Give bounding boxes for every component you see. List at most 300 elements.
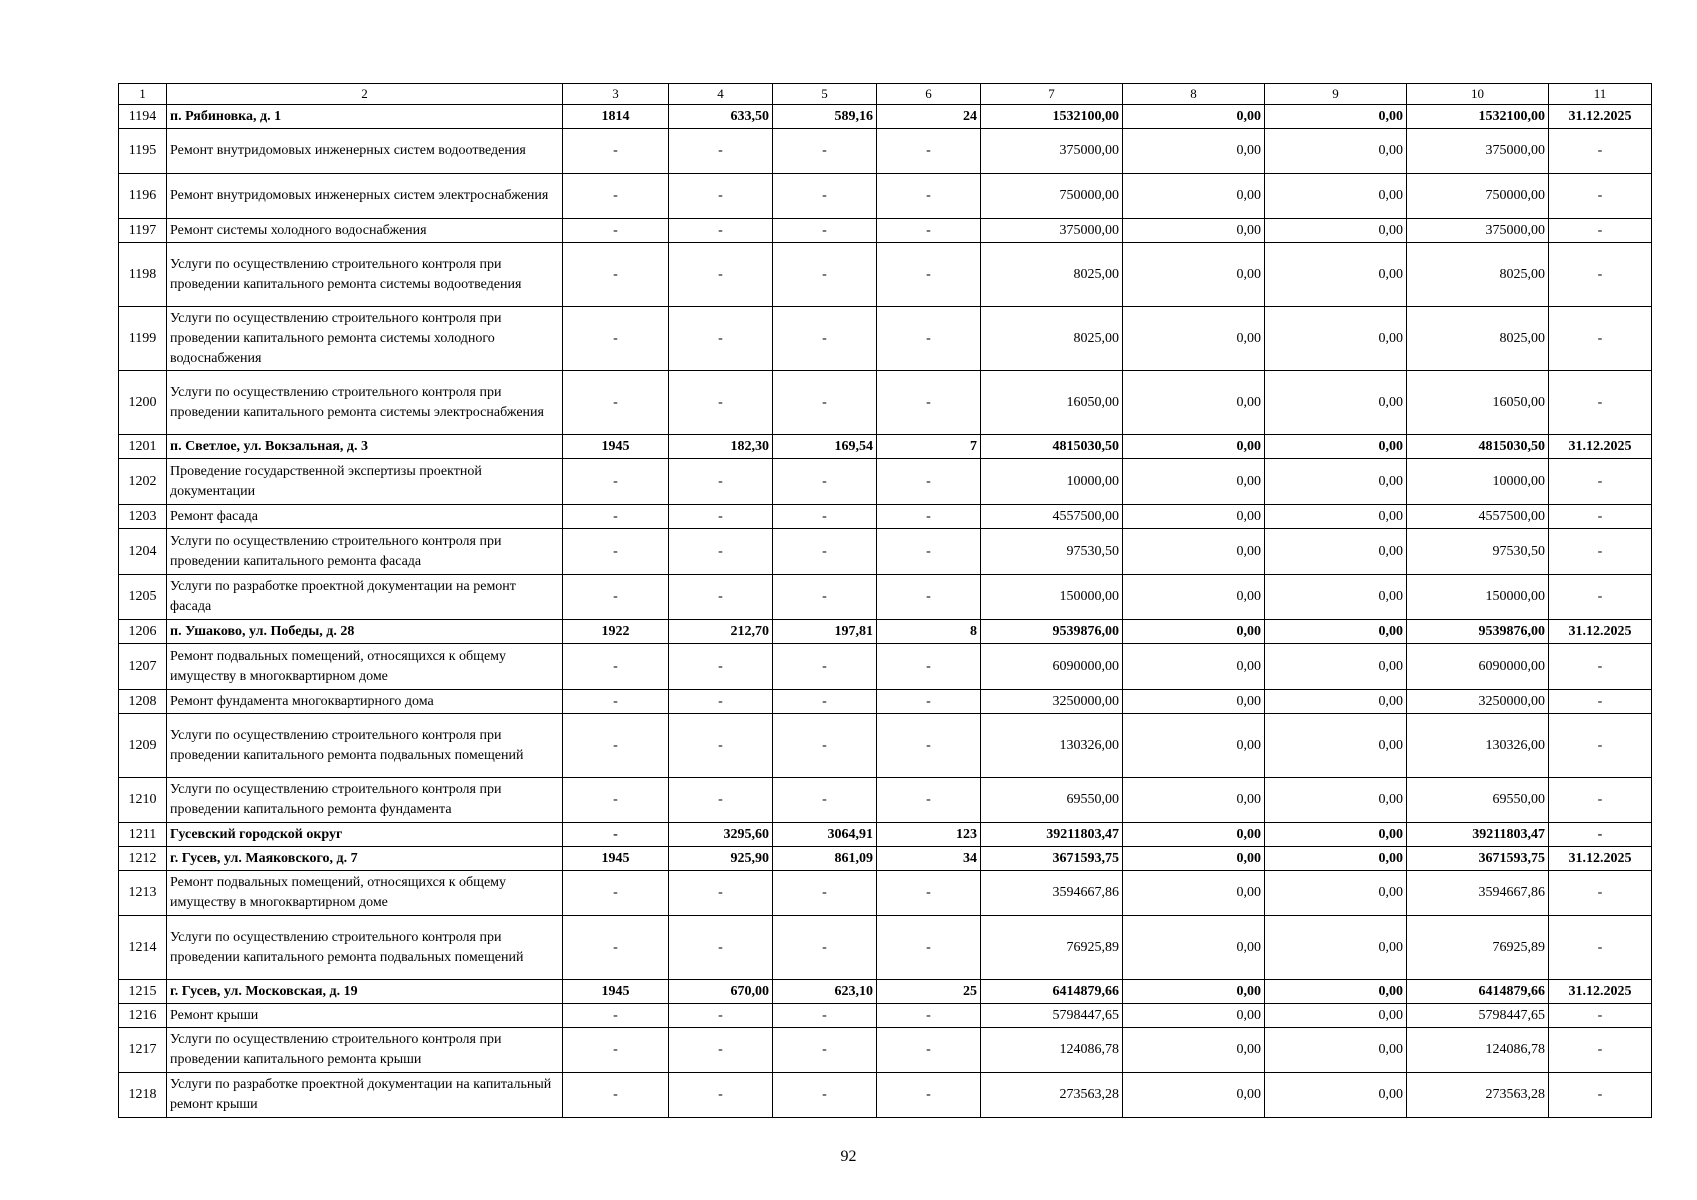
fund-support-cell: 0,00 bbox=[1123, 529, 1265, 575]
budget-funds-cell: 0,00 bbox=[1265, 644, 1407, 690]
build-year-cell: - bbox=[563, 371, 669, 435]
residents-count-cell: - bbox=[877, 529, 981, 575]
owners-funds-cell: 76925,89 bbox=[1407, 916, 1549, 980]
total-cost-cell: 1532100,00 bbox=[981, 105, 1123, 129]
total-area-cell: - bbox=[669, 1073, 773, 1118]
completion-date-cell: - bbox=[1549, 916, 1652, 980]
item-name-cell: Ремонт подвальных помещений, относящихся к общему имуществу в многоквартирном доме bbox=[167, 644, 563, 690]
budget-funds-cell: 0,00 bbox=[1265, 307, 1407, 371]
budget-funds-cell: 0,00 bbox=[1265, 778, 1407, 823]
total-cost-cell: 97530,50 bbox=[981, 529, 1123, 575]
table-row bbox=[119, 219, 1652, 243]
fund-support-cell: 0,00 bbox=[1123, 823, 1265, 847]
budget-funds-cell: 0,00 bbox=[1265, 714, 1407, 778]
build-year-cell: 1922 bbox=[563, 620, 669, 644]
living-area-cell: - bbox=[773, 243, 877, 307]
residents-count-cell: - bbox=[877, 174, 981, 219]
budget-funds-cell: 0,00 bbox=[1265, 980, 1407, 1004]
total-cost-cell: 375000,00 bbox=[981, 219, 1123, 243]
table-row bbox=[119, 644, 1652, 690]
fund-support-cell: 0,00 bbox=[1123, 105, 1265, 129]
column-number: 2 bbox=[167, 84, 563, 105]
owners-funds-cell: 8025,00 bbox=[1407, 307, 1549, 371]
build-year-cell: - bbox=[563, 823, 669, 847]
living-area-cell: - bbox=[773, 174, 877, 219]
owners-funds-cell: 3250000,00 bbox=[1407, 690, 1549, 714]
budget-funds-cell: 0,00 bbox=[1265, 459, 1407, 505]
living-area-cell: 589,16 bbox=[773, 105, 877, 129]
build-year-cell: - bbox=[563, 459, 669, 505]
completion-date-cell: 31.12.2025 bbox=[1549, 435, 1652, 459]
row-number-cell: 1201 bbox=[119, 435, 167, 459]
owners-funds-cell: 97530,50 bbox=[1407, 529, 1549, 575]
item-name-cell: Услуги по разработке проектной документации на ремонт фасада bbox=[167, 575, 563, 620]
item-name-cell: Услуги по осуществлению строительного контроля при проведении капитального ремонта крыши bbox=[167, 1028, 563, 1073]
table-row bbox=[119, 1028, 1652, 1073]
residents-count-cell: - bbox=[877, 505, 981, 529]
row-number-cell: 1205 bbox=[119, 575, 167, 620]
owners-funds-cell: 5798447,65 bbox=[1407, 1004, 1549, 1028]
residents-count-cell: 25 bbox=[877, 980, 981, 1004]
total-cost-cell: 130326,00 bbox=[981, 714, 1123, 778]
budget-funds-cell: 0,00 bbox=[1265, 435, 1407, 459]
table-row bbox=[119, 714, 1652, 778]
budget-funds-cell: 0,00 bbox=[1265, 1028, 1407, 1073]
total-area-cell: 633,50 bbox=[669, 105, 773, 129]
completion-date-cell: - bbox=[1549, 243, 1652, 307]
build-year-cell: - bbox=[563, 219, 669, 243]
item-name-cell: Гусевский городской округ bbox=[167, 823, 563, 847]
table-row bbox=[119, 129, 1652, 174]
living-area-cell: 197,81 bbox=[773, 620, 877, 644]
build-year-cell: - bbox=[563, 307, 669, 371]
living-area-cell: - bbox=[773, 714, 877, 778]
item-name-cell: п. Рябиновка, д. 1 bbox=[167, 105, 563, 129]
row-number-cell: 1200 bbox=[119, 371, 167, 435]
table-row bbox=[119, 174, 1652, 219]
budget-funds-cell: 0,00 bbox=[1265, 371, 1407, 435]
total-cost-cell: 39211803,47 bbox=[981, 823, 1123, 847]
table-row bbox=[119, 575, 1652, 620]
budget-funds-cell: 0,00 bbox=[1265, 871, 1407, 916]
living-area-cell: - bbox=[773, 778, 877, 823]
residents-count-cell: - bbox=[877, 714, 981, 778]
completion-date-cell: - bbox=[1549, 1004, 1652, 1028]
budget-funds-cell: 0,00 bbox=[1265, 847, 1407, 871]
completion-date-cell: - bbox=[1549, 871, 1652, 916]
budget-funds-cell: 0,00 bbox=[1265, 916, 1407, 980]
item-name-cell: Ремонт фасада bbox=[167, 505, 563, 529]
completion-date-cell: - bbox=[1549, 575, 1652, 620]
completion-date-cell: - bbox=[1549, 1028, 1652, 1073]
total-cost-cell: 4557500,00 bbox=[981, 505, 1123, 529]
residents-count-cell: - bbox=[877, 871, 981, 916]
residents-count-cell: 34 bbox=[877, 847, 981, 871]
residents-count-cell: - bbox=[877, 129, 981, 174]
total-area-cell: - bbox=[669, 916, 773, 980]
living-area-cell: - bbox=[773, 219, 877, 243]
column-number-row bbox=[119, 84, 1652, 105]
item-name-cell: Услуги по осуществлению строительного контроля при проведении капитального ремонта фундамента bbox=[167, 778, 563, 823]
residents-count-cell: - bbox=[877, 916, 981, 980]
total-area-cell: 212,70 bbox=[669, 620, 773, 644]
completion-date-cell: - bbox=[1549, 505, 1652, 529]
item-name-cell: Ремонт внутридомовых инженерных систем электроснабжения bbox=[167, 174, 563, 219]
table-row bbox=[119, 459, 1652, 505]
owners-funds-cell: 6090000,00 bbox=[1407, 644, 1549, 690]
row-number-cell: 1204 bbox=[119, 529, 167, 575]
fund-support-cell: 0,00 bbox=[1123, 1028, 1265, 1073]
budget-funds-cell: 0,00 bbox=[1265, 243, 1407, 307]
living-area-cell: 3064,91 bbox=[773, 823, 877, 847]
completion-date-cell: - bbox=[1549, 714, 1652, 778]
build-year-cell: - bbox=[563, 243, 669, 307]
fund-support-cell: 0,00 bbox=[1123, 174, 1265, 219]
total-cost-cell: 10000,00 bbox=[981, 459, 1123, 505]
row-number-cell: 1199 bbox=[119, 307, 167, 371]
item-name-cell: Ремонт крыши bbox=[167, 1004, 563, 1028]
total-cost-cell: 150000,00 bbox=[981, 575, 1123, 620]
build-year-cell: - bbox=[563, 916, 669, 980]
completion-date-cell: 31.12.2025 bbox=[1549, 847, 1652, 871]
budget-funds-cell: 0,00 bbox=[1265, 105, 1407, 129]
owners-funds-cell: 6414879,66 bbox=[1407, 980, 1549, 1004]
owners-funds-cell: 9539876,00 bbox=[1407, 620, 1549, 644]
item-name-cell: Ремонт внутридомовых инженерных систем водоотведения bbox=[167, 129, 563, 174]
completion-date-cell: - bbox=[1549, 129, 1652, 174]
column-number: 3 bbox=[563, 84, 669, 105]
total-cost-cell: 4815030,50 bbox=[981, 435, 1123, 459]
completion-date-cell: - bbox=[1549, 1073, 1652, 1118]
total-cost-cell: 124086,78 bbox=[981, 1028, 1123, 1073]
data-table bbox=[118, 83, 1652, 1118]
owners-funds-cell: 124086,78 bbox=[1407, 1028, 1549, 1073]
row-number-cell: 1202 bbox=[119, 459, 167, 505]
total-cost-cell: 273563,28 bbox=[981, 1073, 1123, 1118]
budget-funds-cell: 0,00 bbox=[1265, 529, 1407, 575]
budget-funds-cell: 0,00 bbox=[1265, 690, 1407, 714]
fund-support-cell: 0,00 bbox=[1123, 129, 1265, 174]
row-number-cell: 1214 bbox=[119, 916, 167, 980]
budget-funds-cell: 0,00 bbox=[1265, 575, 1407, 620]
total-area-cell: - bbox=[669, 371, 773, 435]
total-cost-cell: 69550,00 bbox=[981, 778, 1123, 823]
residents-count-cell: - bbox=[877, 778, 981, 823]
completion-date-cell: 31.12.2025 bbox=[1549, 980, 1652, 1004]
table-row bbox=[119, 1073, 1652, 1118]
row-number-cell: 1212 bbox=[119, 847, 167, 871]
residents-count-cell: - bbox=[877, 1028, 981, 1073]
fund-support-cell: 0,00 bbox=[1123, 505, 1265, 529]
total-cost-cell: 76925,89 bbox=[981, 916, 1123, 980]
residents-count-cell: - bbox=[877, 575, 981, 620]
living-area-cell: - bbox=[773, 371, 877, 435]
completion-date-cell: - bbox=[1549, 529, 1652, 575]
total-area-cell: - bbox=[669, 690, 773, 714]
fund-support-cell: 0,00 bbox=[1123, 620, 1265, 644]
owners-funds-cell: 4557500,00 bbox=[1407, 505, 1549, 529]
owners-funds-cell: 39211803,47 bbox=[1407, 823, 1549, 847]
item-name-cell: Ремонт системы холодного водоснабжения bbox=[167, 219, 563, 243]
total-area-cell: 670,00 bbox=[669, 980, 773, 1004]
row-number-cell: 1207 bbox=[119, 644, 167, 690]
build-year-cell: 1945 bbox=[563, 435, 669, 459]
item-name-cell: Проведение государственной экспертизы проектной документации bbox=[167, 459, 563, 505]
item-name-cell: Ремонт подвальных помещений, относящихся к общему имуществу в многоквартирном доме bbox=[167, 871, 563, 916]
total-area-cell: 3295,60 bbox=[669, 823, 773, 847]
total-area-cell: - bbox=[669, 129, 773, 174]
fund-support-cell: 0,00 bbox=[1123, 690, 1265, 714]
item-name-cell: Услуги по осуществлению строительного контроля при проведении капитального ремонта системы холодного водоснабжения bbox=[167, 307, 563, 371]
total-cost-cell: 3594667,86 bbox=[981, 871, 1123, 916]
living-area-cell: - bbox=[773, 916, 877, 980]
build-year-cell: - bbox=[563, 174, 669, 219]
residents-count-cell: - bbox=[877, 459, 981, 505]
build-year-cell: 1945 bbox=[563, 847, 669, 871]
owners-funds-cell: 10000,00 bbox=[1407, 459, 1549, 505]
row-number-cell: 1197 bbox=[119, 219, 167, 243]
budget-funds-cell: 0,00 bbox=[1265, 505, 1407, 529]
owners-funds-cell: 69550,00 bbox=[1407, 778, 1549, 823]
total-area-cell: - bbox=[669, 219, 773, 243]
owners-funds-cell: 4815030,50 bbox=[1407, 435, 1549, 459]
owners-funds-cell: 8025,00 bbox=[1407, 243, 1549, 307]
table-row bbox=[119, 307, 1652, 371]
table-row-address bbox=[119, 847, 1652, 871]
total-area-cell: 182,30 bbox=[669, 435, 773, 459]
living-area-cell: 623,10 bbox=[773, 980, 877, 1004]
living-area-cell: - bbox=[773, 1028, 877, 1073]
build-year-cell: - bbox=[563, 1028, 669, 1073]
residents-count-cell: - bbox=[877, 307, 981, 371]
completion-date-cell: - bbox=[1549, 307, 1652, 371]
item-name-cell: г. Гусев, ул. Московская, д. 19 bbox=[167, 980, 563, 1004]
table-row bbox=[119, 778, 1652, 823]
completion-date-cell: - bbox=[1549, 690, 1652, 714]
residents-count-cell: 123 bbox=[877, 823, 981, 847]
row-number-cell: 1218 bbox=[119, 1073, 167, 1118]
residents-count-cell: - bbox=[877, 1004, 981, 1028]
build-year-cell: - bbox=[563, 714, 669, 778]
column-number: 4 bbox=[669, 84, 773, 105]
row-number-cell: 1208 bbox=[119, 690, 167, 714]
total-cost-cell: 3671593,75 bbox=[981, 847, 1123, 871]
total-area-cell: - bbox=[669, 505, 773, 529]
table-row bbox=[119, 916, 1652, 980]
fund-support-cell: 0,00 bbox=[1123, 1004, 1265, 1028]
owners-funds-cell: 273563,28 bbox=[1407, 1073, 1549, 1118]
budget-funds-cell: 0,00 bbox=[1265, 1004, 1407, 1028]
column-number: 6 bbox=[877, 84, 981, 105]
living-area-cell: - bbox=[773, 129, 877, 174]
completion-date-cell: 31.12.2025 bbox=[1549, 105, 1652, 129]
page-number: 92 bbox=[840, 1148, 857, 1165]
total-cost-cell: 6414879,66 bbox=[981, 980, 1123, 1004]
total-cost-cell: 375000,00 bbox=[981, 129, 1123, 174]
residents-count-cell: 8 bbox=[877, 620, 981, 644]
total-area-cell: - bbox=[669, 307, 773, 371]
table-row bbox=[119, 529, 1652, 575]
table-row bbox=[119, 690, 1652, 714]
row-number-cell: 1216 bbox=[119, 1004, 167, 1028]
row-number-cell: 1213 bbox=[119, 871, 167, 916]
total-area-cell: - bbox=[669, 1004, 773, 1028]
fund-support-cell: 0,00 bbox=[1123, 980, 1265, 1004]
budget-funds-cell: 0,00 bbox=[1265, 620, 1407, 644]
build-year-cell: - bbox=[563, 778, 669, 823]
owners-funds-cell: 150000,00 bbox=[1407, 575, 1549, 620]
owners-funds-cell: 375000,00 bbox=[1407, 219, 1549, 243]
column-number: 8 bbox=[1123, 84, 1265, 105]
table-row bbox=[119, 371, 1652, 435]
item-name-cell: п. Светлое, ул. Вокзальная, д. 3 bbox=[167, 435, 563, 459]
owners-funds-cell: 16050,00 bbox=[1407, 371, 1549, 435]
owners-funds-cell: 1532100,00 bbox=[1407, 105, 1549, 129]
build-year-cell: - bbox=[563, 1004, 669, 1028]
living-area-cell: 169,54 bbox=[773, 435, 877, 459]
owners-funds-cell: 3671593,75 bbox=[1407, 847, 1549, 871]
completion-date-cell: - bbox=[1549, 459, 1652, 505]
owners-funds-cell: 750000,00 bbox=[1407, 174, 1549, 219]
total-cost-cell: 3250000,00 bbox=[981, 690, 1123, 714]
table-row bbox=[119, 871, 1652, 916]
completion-date-cell: - bbox=[1549, 644, 1652, 690]
item-name-cell: г. Гусев, ул. Маяковского, д. 7 bbox=[167, 847, 563, 871]
column-number: 9 bbox=[1265, 84, 1407, 105]
living-area-cell: - bbox=[773, 1073, 877, 1118]
build-year-cell: - bbox=[563, 871, 669, 916]
row-number-cell: 1196 bbox=[119, 174, 167, 219]
build-year-cell: - bbox=[563, 690, 669, 714]
budget-funds-cell: 0,00 bbox=[1265, 1073, 1407, 1118]
build-year-cell: - bbox=[563, 529, 669, 575]
table-row-address bbox=[119, 823, 1652, 847]
row-number-cell: 1217 bbox=[119, 1028, 167, 1073]
residents-count-cell: - bbox=[877, 243, 981, 307]
total-area-cell: - bbox=[669, 644, 773, 690]
table-row-address bbox=[119, 980, 1652, 1004]
living-area-cell: - bbox=[773, 529, 877, 575]
owners-funds-cell: 3594667,86 bbox=[1407, 871, 1549, 916]
row-number-cell: 1198 bbox=[119, 243, 167, 307]
total-cost-cell: 8025,00 bbox=[981, 243, 1123, 307]
residents-count-cell: - bbox=[877, 219, 981, 243]
total-area-cell: - bbox=[669, 174, 773, 219]
item-name-cell: Ремонт фундамента многоквартирного дома bbox=[167, 690, 563, 714]
column-number: 7 bbox=[981, 84, 1123, 105]
fund-support-cell: 0,00 bbox=[1123, 459, 1265, 505]
item-name-cell: Услуги по разработке проектной документации на капитальный ремонт крыши bbox=[167, 1073, 563, 1118]
total-area-cell: - bbox=[669, 1028, 773, 1073]
residents-count-cell: - bbox=[877, 1073, 981, 1118]
fund-support-cell: 0,00 bbox=[1123, 778, 1265, 823]
living-area-cell: - bbox=[773, 644, 877, 690]
living-area-cell: - bbox=[773, 871, 877, 916]
fund-support-cell: 0,00 bbox=[1123, 871, 1265, 916]
fund-support-cell: 0,00 bbox=[1123, 916, 1265, 980]
table-row bbox=[119, 505, 1652, 529]
table-row bbox=[119, 243, 1652, 307]
completion-date-cell: - bbox=[1549, 219, 1652, 243]
table-row-address bbox=[119, 105, 1652, 129]
table-row bbox=[119, 1004, 1652, 1028]
budget-funds-cell: 0,00 bbox=[1265, 823, 1407, 847]
living-area-cell: - bbox=[773, 575, 877, 620]
column-number: 5 bbox=[773, 84, 877, 105]
owners-funds-cell: 130326,00 bbox=[1407, 714, 1549, 778]
living-area-cell: 861,09 bbox=[773, 847, 877, 871]
item-name-cell: Услуги по осуществлению строительного контроля при проведении капитального ремонта подвальных помещений bbox=[167, 916, 563, 980]
row-number-cell: 1215 bbox=[119, 980, 167, 1004]
total-area-cell: - bbox=[669, 243, 773, 307]
residents-count-cell: - bbox=[877, 690, 981, 714]
row-number-cell: 1206 bbox=[119, 620, 167, 644]
item-name-cell: Услуги по осуществлению строительного контроля при проведении капитального ремонта фасада bbox=[167, 529, 563, 575]
item-name-cell: Услуги по осуществлению строительного контроля при проведении капитального ремонта системы электроснабжения bbox=[167, 371, 563, 435]
build-year-cell: - bbox=[563, 129, 669, 174]
completion-date-cell: - bbox=[1549, 371, 1652, 435]
fund-support-cell: 0,00 bbox=[1123, 847, 1265, 871]
residents-count-cell: - bbox=[877, 644, 981, 690]
budget-funds-cell: 0,00 bbox=[1265, 174, 1407, 219]
fund-support-cell: 0,00 bbox=[1123, 371, 1265, 435]
build-year-cell: - bbox=[563, 644, 669, 690]
total-cost-cell: 6090000,00 bbox=[981, 644, 1123, 690]
completion-date-cell: - bbox=[1549, 778, 1652, 823]
total-area-cell: - bbox=[669, 778, 773, 823]
fund-support-cell: 0,00 bbox=[1123, 575, 1265, 620]
fund-support-cell: 0,00 bbox=[1123, 644, 1265, 690]
fund-support-cell: 0,00 bbox=[1123, 219, 1265, 243]
fund-support-cell: 0,00 bbox=[1123, 1073, 1265, 1118]
total-area-cell: - bbox=[669, 459, 773, 505]
living-area-cell: - bbox=[773, 459, 877, 505]
table-row-address bbox=[119, 620, 1652, 644]
residents-count-cell: 24 bbox=[877, 105, 981, 129]
row-number-cell: 1209 bbox=[119, 714, 167, 778]
fund-support-cell: 0,00 bbox=[1123, 714, 1265, 778]
column-number: 11 bbox=[1549, 84, 1652, 105]
budget-funds-cell: 0,00 bbox=[1265, 219, 1407, 243]
row-number-cell: 1194 bbox=[119, 105, 167, 129]
row-number-cell: 1203 bbox=[119, 505, 167, 529]
residents-count-cell: 7 bbox=[877, 435, 981, 459]
table-row-address bbox=[119, 435, 1652, 459]
completion-date-cell: - bbox=[1549, 174, 1652, 219]
total-area-cell: - bbox=[669, 714, 773, 778]
build-year-cell: - bbox=[563, 575, 669, 620]
total-area-cell: - bbox=[669, 529, 773, 575]
living-area-cell: - bbox=[773, 690, 877, 714]
item-name-cell: Услуги по осуществлению строительного контроля при проведении капитального ремонта системы водоотведения bbox=[167, 243, 563, 307]
build-year-cell: - bbox=[563, 505, 669, 529]
row-number-cell: 1195 bbox=[119, 129, 167, 174]
fund-support-cell: 0,00 bbox=[1123, 307, 1265, 371]
total-cost-cell: 750000,00 bbox=[981, 174, 1123, 219]
residents-count-cell: - bbox=[877, 371, 981, 435]
item-name-cell: Услуги по осуществлению строительного контроля при проведении капитального ремонта подвальных помещений bbox=[167, 714, 563, 778]
completion-date-cell: - bbox=[1549, 823, 1652, 847]
total-cost-cell: 8025,00 bbox=[981, 307, 1123, 371]
item-name-cell: п. Ушаково, ул. Победы, д. 28 bbox=[167, 620, 563, 644]
fund-support-cell: 0,00 bbox=[1123, 243, 1265, 307]
build-year-cell: 1814 bbox=[563, 105, 669, 129]
row-number-cell: 1210 bbox=[119, 778, 167, 823]
living-area-cell: - bbox=[773, 505, 877, 529]
total-area-cell: - bbox=[669, 575, 773, 620]
row-number-cell: 1211 bbox=[119, 823, 167, 847]
total-cost-cell: 5798447,65 bbox=[981, 1004, 1123, 1028]
